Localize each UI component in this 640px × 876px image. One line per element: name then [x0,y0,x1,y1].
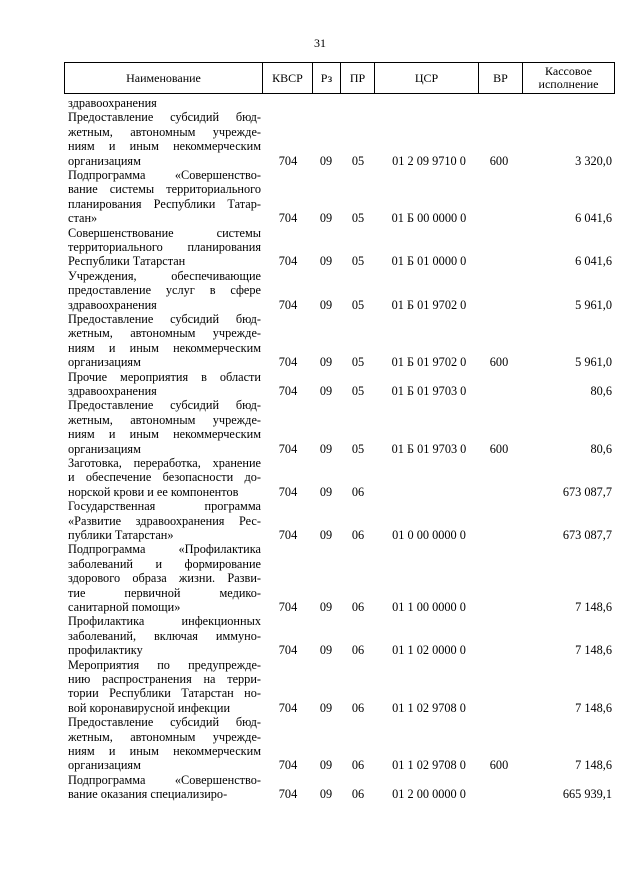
row-name-line: Предоставление субсидий бюд- [68,110,261,125]
cell-rz: 09 [319,383,333,398]
row-name-line: и обеспечение безопасности до- [68,470,261,485]
row-name-line: организациям [68,758,141,773]
cell-pr: 06 [351,527,365,542]
cell-kvsr: 704 [278,254,298,269]
row-name-line: тории Республики Татарстан но- [68,686,261,701]
cell-pr: 05 [351,254,365,269]
cell-kvsr: 704 [278,787,298,802]
cell-rz: 09 [319,527,333,542]
row-name [68,110,261,168]
row-name-line: Мероприятия по предупрежде- [68,657,261,672]
cell-rz: 09 [319,758,333,773]
cell-kvsr: 704 [278,599,298,614]
cell-pr: 06 [351,700,365,715]
cell-rz: 09 [319,599,333,614]
cell-kvsr: 704 [278,700,298,715]
row-name [68,96,261,110]
cell-sum: 673 087,7 [562,527,612,542]
cell-pr: 06 [351,758,365,773]
row-name-line: заболеваний и формирование [68,556,261,571]
cell-sum: 7 148,6 [575,643,612,658]
cell-rz: 09 [319,787,333,802]
cell-rz: 09 [319,700,333,715]
header-csr: ЦСР [375,63,479,93]
row-name-line: вой коронавирусной инфекции [68,700,231,715]
cell-sum: 7 148,6 [575,758,612,773]
cell-csr: 01 2 09 9710 0 [392,153,466,168]
cell-csr: 01 0 00 0000 0 [392,527,466,542]
cell-sum: 6 041,6 [575,254,612,269]
header-sum-line2: исполнение [538,77,599,91]
row-name-line: ниям и иным некоммерческим [68,743,261,758]
cell-pr: 05 [351,297,365,312]
cell-pr: 05 [351,211,365,226]
cell-rz: 09 [319,254,333,269]
row-name-line: вание системы территориального [68,182,261,197]
row-name-line: здорового образа жизни. Разви- [68,571,261,586]
header-name: Наименование [65,63,263,93]
cell-csr: 01 Б 01 0000 0 [391,254,467,269]
cell-kvsr: 704 [278,484,298,499]
row-name-line: профилактику [68,643,143,658]
cell-kvsr: 704 [278,355,298,370]
row-name-line: Подпрограмма «Профилактика [68,542,261,557]
row-name [68,312,261,370]
cell-pr: 05 [351,441,365,456]
row-name-line: публики Татарстан» [68,527,174,542]
row-name-line: организациям [68,441,141,456]
cell-csr: 01 1 02 0000 0 [392,643,466,658]
cell-sum: 665 939,1 [562,787,612,802]
cell-sum: 80,6 [590,441,612,456]
cell-rz: 09 [319,484,333,499]
cell-kvsr: 704 [278,297,298,312]
row-name [68,226,261,269]
cell-pr: 06 [351,484,365,499]
row-name-line: Прочие мероприятия в области [68,369,261,384]
row-name-line: ниям и иным некоммерческим [68,340,261,355]
cell-rz: 09 [319,211,333,226]
cell-pr: 05 [351,383,365,398]
row-name-line: Совершенствование системы [68,225,261,240]
cell-vr: 600 [489,355,509,370]
header-vr: ВР [479,63,523,93]
cell-sum: 7 148,6 [575,599,612,614]
row-name-line: территориального планирования [68,239,261,254]
cell-csr: 01 1 02 9708 0 [392,758,466,773]
row-name [68,499,261,542]
row-name-line: Предоставление субсидий бюд- [68,715,261,730]
row-name-line: норской крови и ее компонентов [68,484,239,499]
cell-pr: 06 [351,787,365,802]
header-sum [523,63,614,93]
cell-vr: 600 [489,441,509,456]
row-name [68,715,261,773]
cell-sum: 3 320,0 [575,153,612,168]
row-name-line: Республики Татарстан [68,254,186,269]
row-name [68,398,261,456]
cell-rz: 09 [319,441,333,456]
row-name-line: Профилактика инфекционных [68,614,261,629]
header-pr: ПР [341,63,375,93]
cell-kvsr: 704 [278,758,298,773]
row-name [68,658,261,716]
row-name-line: Предоставление субсидий бюд- [68,312,261,326]
row-name-line: Учреждения, обеспечивающие [68,268,261,283]
header-sum-line1: Кассовое [545,64,592,78]
row-name-line: организациям [68,153,141,168]
cell-sum: 80,6 [590,383,612,398]
row-name-line: жетным, автономным учрежде- [68,124,261,139]
cell-sum: 673 087,7 [562,484,612,499]
row-name [68,773,261,802]
cell-rz: 09 [319,355,333,370]
row-name-line: жетным, автономным учрежде- [68,326,261,341]
cell-kvsr: 704 [278,527,298,542]
cell-sum: 5 961,0 [575,297,612,312]
table-header [64,62,615,94]
cell-csr: 01 1 00 0000 0 [392,599,466,614]
page-number: 31 [314,36,326,50]
row-name [68,542,261,614]
cell-csr: 01 Б 01 9703 0 [391,441,467,456]
cell-csr: 01 Б 01 9703 0 [391,383,467,398]
row-name-line: вание оказания специализиро- [68,787,228,802]
row-name-line: предоставление услуг в сфере [68,283,261,298]
cell-kvsr: 704 [278,211,298,226]
cell-pr: 05 [351,355,365,370]
row-name [68,168,261,226]
row-name-line: Подпрограмма «Совершенство- [68,772,261,787]
cell-csr: 01 2 00 0000 0 [392,787,466,802]
cell-pr: 05 [351,153,365,168]
cell-csr: 01 Б 01 9702 0 [391,355,467,370]
cell-kvsr: 704 [278,383,298,398]
row-name-line: заболеваний, включая иммуно- [68,628,261,643]
cell-sum: 7 148,6 [575,700,612,715]
row-name-line: Государственная программа [68,499,261,514]
row-name-line: санитарной помощи» [68,599,181,614]
header-kvsr: КВСР [263,63,313,93]
row-name-line: «Развитие здравоохранения Рес- [68,513,261,528]
cell-vr: 600 [489,153,509,168]
cell-kvsr: 704 [278,643,298,658]
row-name-line: организациям [68,355,141,370]
cell-sum: 6 041,6 [575,211,612,226]
row-name [68,456,261,499]
row-name-line: жетным, автономным учрежде- [68,729,261,744]
row-name-line: стан» [68,211,98,226]
cell-pr: 06 [351,643,365,658]
row-name-line: Подпрограмма «Совершенство- [68,168,261,182]
row-name-line: здравоохранения [68,96,157,110]
row-name-line: нию распространения на терри- [68,671,261,686]
cell-kvsr: 704 [278,441,298,456]
cell-pr: 06 [351,599,365,614]
row-name [68,370,261,399]
row-name-line: жетным, автономным учрежде- [68,412,261,427]
row-name-line: Предоставление субсидий бюд- [68,398,261,413]
row-name [68,614,261,657]
row-name-line: ниям и иным некоммерческим [68,427,261,442]
cell-rz: 09 [319,153,333,168]
row-name-line: ниям и иным некоммерческим [68,139,261,154]
cell-kvsr: 704 [278,153,298,168]
row-name-line: Заготовка, переработка, хранение [68,456,261,470]
cell-rz: 09 [319,643,333,658]
row-name-line: здравоохранения [68,297,157,312]
row-name-line: планирования Республики Татар- [68,196,261,211]
cell-csr: 01 Б 01 9702 0 [391,297,467,312]
cell-csr: 01 Б 00 0000 0 [391,211,467,226]
header-rz: Рз [313,63,341,93]
cell-vr: 600 [489,758,509,773]
row-name-line: тие первичной медико- [68,585,261,600]
cell-csr: 01 1 02 9708 0 [392,700,466,715]
row-name-line: здравоохранения [68,383,157,398]
cell-sum: 5 961,0 [575,355,612,370]
cell-rz: 09 [319,297,333,312]
row-name [68,269,261,312]
